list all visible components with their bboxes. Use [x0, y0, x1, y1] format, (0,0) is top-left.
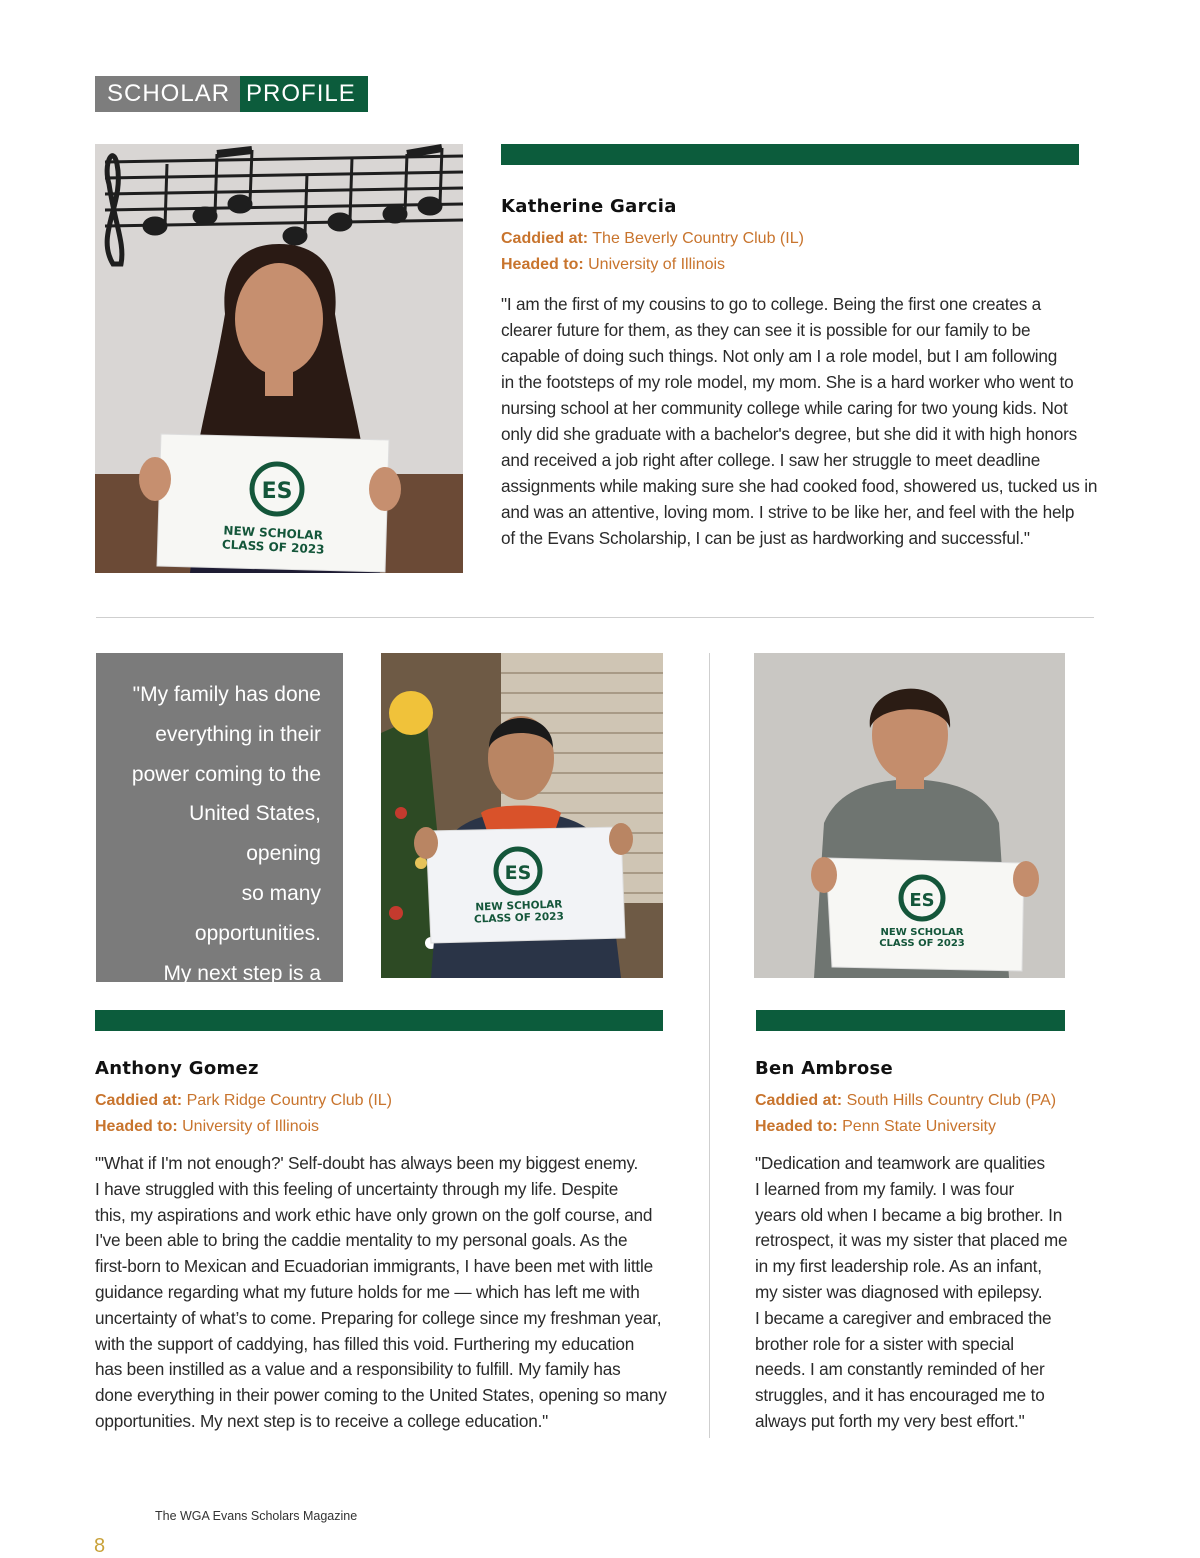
section-tag [95, 76, 368, 112]
quote-line: and received a job right after college. I saw her struggle to meet deadline [501, 450, 1041, 470]
quote-line: and was an attentive, loving mom. I strive to be like her, and feel with the help [501, 502, 1075, 522]
caddied-label: Caddied at: [95, 1092, 183, 1109]
caddied-label: Caddied at: [501, 230, 589, 247]
section-divider [96, 617, 1094, 618]
quote-line: clearer future for them, as they can see it is possible for our family to be [501, 320, 1031, 340]
quote-line: of the Evans Scholarship, I can be just as hardworking and successful." [501, 528, 1030, 548]
quote-line: with the support of caddying, has filled this void. Furthering my education [95, 1333, 635, 1354]
quote-line: "Dedication and teamwork are qualities [755, 1153, 1045, 1173]
column-divider [709, 653, 710, 1438]
katherine-headed [501, 252, 725, 278]
svg-text:CLASS OF 2023: CLASS OF 2023 [473, 910, 564, 926]
headed-value: Penn State University [842, 1118, 996, 1135]
svg-text:NEW SCHOLAR: NEW SCHOLAR [880, 927, 964, 938]
quote-line: in my first leadership role. As an infant, [755, 1256, 1042, 1277]
anthony-green-bar [95, 1010, 663, 1031]
section-tag-right: PROFILE [240, 76, 368, 112]
svg-text:CLASS OF 2023: CLASS OF 2023 [221, 537, 325, 557]
quote-line: done everything in their power coming to the United States, opening so many [95, 1385, 667, 1406]
quote-line: my sister was diagnosed with epilepsy. [755, 1281, 1043, 1302]
anthony-quote [95, 1151, 685, 1435]
svg-text:CLASS OF 2023: CLASS OF 2023 [879, 938, 965, 949]
katherine-photo [95, 144, 463, 573]
quote-line: guidance regarding what my future holds for me — which has left me with [95, 1281, 640, 1302]
quote-line: retrospect, it was my sister that placed me [755, 1230, 1068, 1251]
katherine-name: Katherine Garcia [501, 196, 677, 217]
headed-label: Headed to: [501, 256, 584, 273]
caddied-value: Park Ridge Country Club (IL) [186, 1092, 392, 1109]
quote-line: "I am the first of my cousins to go to college. Being the first one creates a [501, 294, 1042, 314]
quote-line: I became a caregiver and embraced the [755, 1307, 1052, 1328]
quote-line: capable of doing such things. Not only am I a role model, but I am following [501, 346, 1058, 366]
headed-value: University of Illinois [182, 1118, 320, 1135]
anthony-headed [95, 1114, 319, 1140]
quote-line: nursing school at her community college while caring for two young kids. Not [501, 398, 1068, 418]
anthony-name: Anthony Gomez [95, 1058, 259, 1079]
flag-icon [826, 858, 1024, 971]
flag-icon [426, 827, 625, 943]
svg-text:ES: ES [909, 890, 935, 911]
flag-icon [157, 434, 389, 572]
quote-line: uncertainty of what’s to come. Preparing for college since my freshman year, [95, 1307, 662, 1328]
quote-line: first-born to Mexican and Ecuadorian immigrants, I have been met with little [95, 1256, 653, 1277]
headed-label: Headed to: [95, 1118, 178, 1135]
quote-line: assignments while making sure she had cooked food, showered us, tucked us in [501, 476, 1098, 496]
publication-name: The WGA Evans Scholars Magazine [155, 1509, 358, 1523]
quote-line: needs. I am constantly reminded of her [755, 1359, 1045, 1380]
quote-line: "'What if I'm not enough?' Self-doubt has always been my biggest enemy. [95, 1153, 639, 1173]
ben-caddied [755, 1088, 1056, 1114]
quote-line: struggles, and it has encouraged me to [755, 1385, 1045, 1406]
quote-line: I've been able to bring the caddie mentality to my personal goals. As the [95, 1230, 628, 1251]
quote-line: I learned from my family. I was four [755, 1178, 1014, 1199]
svg-text:NEW SCHOLAR: NEW SCHOLAR [475, 898, 563, 914]
anthony-photo [381, 653, 663, 978]
pull-quote: "My family has done everything in their power coming to the United States, opening so many opportunities. My next step is a [96, 653, 343, 982]
anthony-caddied [95, 1088, 392, 1114]
page-number: 8 [94, 1535, 106, 1557]
quote-line: always put forth my very best effort." [755, 1410, 1025, 1431]
quote-line: I have struggled with this feeling of uncertainty through my life. Despite [95, 1178, 619, 1199]
ben-green-bar [756, 1010, 1065, 1031]
caddied-value: South Hills Country Club (PA) [846, 1092, 1057, 1109]
katherine-quote [501, 291, 1101, 551]
ben-quote [755, 1151, 1095, 1435]
caddied-label: Caddied at: [755, 1092, 843, 1109]
caddied-value: The Beverly Country Club (IL) [592, 230, 804, 247]
quote-line: years old when I became a big brother. In [755, 1204, 1063, 1225]
svg-text:ES: ES [504, 862, 532, 884]
svg-text:ES: ES [261, 479, 293, 504]
headed-value: University of Illinois [588, 256, 726, 273]
ben-photo [754, 653, 1065, 978]
ben-name: Ben Ambrose [755, 1058, 894, 1079]
ben-headed [755, 1114, 996, 1140]
katherine-green-bar [501, 144, 1079, 165]
quote-line: only did she graduate with a bachelor's degree, but she did it with high honors [501, 424, 1078, 444]
star-icon [389, 691, 433, 735]
headed-label: Headed to: [755, 1118, 838, 1135]
svg-text:NEW SCHOLAR: NEW SCHOLAR [223, 523, 324, 543]
section-tag-left: SCHOLAR [95, 76, 240, 112]
katherine-caddied [501, 226, 804, 252]
quote-line: brother role for a sister with special [755, 1333, 1014, 1354]
quote-line: this, my aspirations and work ethic have only grown on the golf course, and [95, 1204, 653, 1225]
quote-line: has been instilled as a value and a responsibility to fulfill. My family has [95, 1359, 621, 1380]
quote-line: opportunities. My next step is to receive a college education." [95, 1410, 549, 1431]
quote-line: in the footsteps of my role model, my mom. She is a hard worker who went to [501, 372, 1074, 392]
